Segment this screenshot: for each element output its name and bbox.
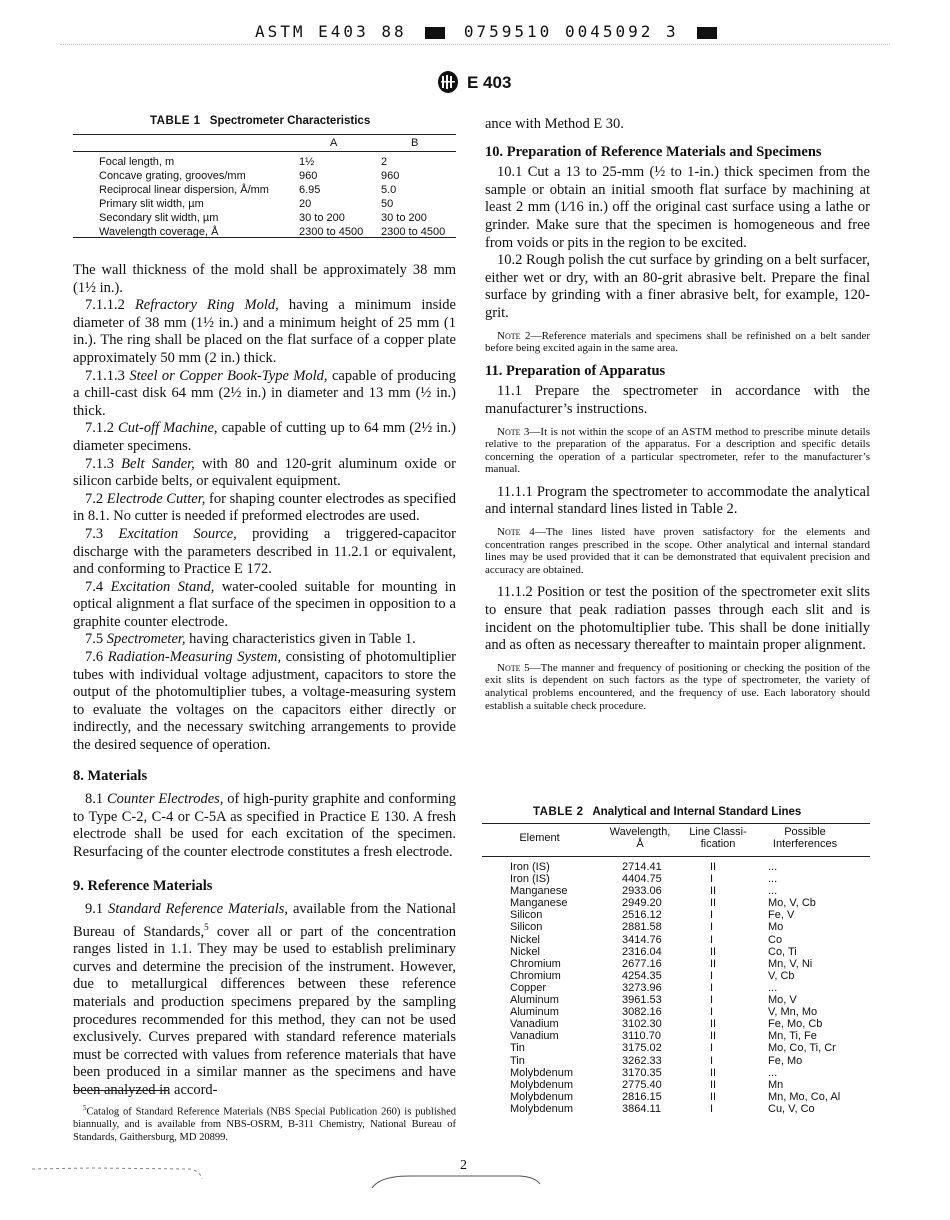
paragraph-10-1: 10.1 Cut a 13 to 25-mm (½ to 1-in.) thick specimen from the sample or obtain an initial smooth flat surface by machining at least 2 mm (1⁄16 in.) off the original cast surface using a lathe or grinder. Make sure that the specimen is homogeneous and free from voids or pits in the region to be excited. <box>485 164 870 251</box>
table1-cell: 30 to 200 <box>299 212 345 224</box>
table2-cell: II <box>710 897 717 910</box>
note-5: Note 5—The manner and frequency of positioning or checking the position of the exit slits is dependent on such factors as the type of spectrometer, the variety of analytical problems encountered, and the frequency of use. Each laboratory should establish a suitable check procedure. <box>485 661 870 712</box>
table1-caption: Spectrometer Characteristics <box>209 115 371 127</box>
table2-row <box>510 934 840 946</box>
table1-label: TABLE 1 <box>150 115 201 127</box>
scan-artifact-mark <box>370 1172 550 1192</box>
table2-cell: Iron (IS) <box>510 861 550 873</box>
table1-cell: Secondary slit width, µm <box>99 212 219 224</box>
table2-row <box>510 1091 840 1103</box>
table2-cell: Chromium <box>510 969 561 982</box>
table2-cell: Nickel <box>510 933 540 946</box>
note-2: Note 2—Reference materials and specimens shall be refinished on a belt sander before being excited again in the same area. <box>485 329 870 355</box>
table2-cell: Fe, Mo <box>768 1054 803 1067</box>
table2-row <box>510 897 840 909</box>
table2-cell: Aluminum <box>510 994 559 1007</box>
table1-row <box>99 211 445 225</box>
table2-cell: Molybdenum <box>510 1078 573 1091</box>
table2-row <box>510 1030 840 1042</box>
table2-cell: Manganese <box>510 885 568 898</box>
paragraph-11-1-2: 11.1.2 Position or test the position of the spectrometer exit slits to ensure that peak radiation passes through each slit and is incident on the photomultiplier tube. This shall be done initially and as often as necessary thereafter to maintain proper alignment. <box>485 584 870 654</box>
right-column <box>485 116 870 720</box>
table2-cell: I <box>710 909 714 922</box>
table1-row <box>99 155 445 169</box>
table1-cell: 50 <box>381 198 394 210</box>
table2-cell: Molybdenum <box>510 1102 573 1115</box>
paragraph-continuation: ance with Method E 30. <box>485 116 624 132</box>
table2-cell: 2714.41 <box>622 861 662 873</box>
table2-cell: Mn, Ti, Fe <box>768 1030 817 1043</box>
table2-row <box>510 1055 840 1067</box>
table2-row <box>510 1067 840 1079</box>
table2-cell: 3170.35 <box>622 1066 662 1079</box>
page-number: 2 <box>460 1158 467 1173</box>
table1-top-rule <box>73 134 456 135</box>
scan-block-mark <box>697 27 717 39</box>
table2-cell: II <box>710 1078 717 1091</box>
table2-cell: Aluminum <box>510 1006 559 1019</box>
table1-header-a: A <box>330 137 338 149</box>
paragraph-7-3: 7.3 Excitation Source, providing a triggered-capacitor discharge with the parameters described in 11.2.1 or equivalent, and conforming to Practice E 172. <box>73 525 456 578</box>
table1-cell: 960 <box>381 170 400 182</box>
table2-cell: Mo, Co, Ti, Cr <box>768 1042 836 1055</box>
footnote-ref: 5 <box>204 921 209 932</box>
table2-cell: ... <box>768 873 778 886</box>
table1-cell: Primary slit width, µm <box>99 198 204 210</box>
table2-header-interferences: Possible Interferences <box>772 826 838 850</box>
table1-cell: 960 <box>299 170 318 182</box>
table2-cell: Mn, Mo, Co, Al <box>768 1090 841 1103</box>
table2-cell: Mo, V <box>768 994 797 1007</box>
table2-row <box>510 885 840 897</box>
table1-cell: Focal length, m <box>99 156 175 168</box>
table1-title <box>150 115 370 127</box>
paragraph-7-1-1-2: 7.1.1.2 Refractory Ring Mold, having a minimum inside diameter of 38 mm (1½ in.) and a minimum height of 25 mm (1 in.). The ring shall be placed on the flat surface of a copper plate approximately 50 mm (2 in.) thick. <box>73 297 456 366</box>
table2-cell: Co <box>768 933 783 946</box>
table2-cell: II <box>710 957 717 970</box>
table2-cell: Mn, V, Ni <box>768 957 813 970</box>
table2-cell: I <box>710 1054 714 1067</box>
table2-cell: 3262.33 <box>622 1054 662 1067</box>
table2-cell: 4404.75 <box>622 873 662 886</box>
table2-row <box>510 982 840 994</box>
table2-row <box>510 873 840 885</box>
footnote-5: $^5$Catalog of Standard Reference Materials (NBS Special Publication 260) is published biannually, and is available from NBS-OSRM, B-311 Chemistry, National Bureau of Standards, Gaithersburg, MD 20899. <box>73 1104 456 1143</box>
table2-row <box>510 1018 840 1030</box>
table2-top-rule <box>482 823 870 824</box>
table1-row <box>99 197 445 211</box>
table2-cell: ... <box>768 885 778 898</box>
table2-cell: II <box>710 885 717 898</box>
table2-cell: 3961.53 <box>622 994 662 1007</box>
section-heading-preparation-specimens: 10. Preparation of Reference Materials and Specimens <box>485 143 822 160</box>
table2-cell: Fe, Mo, Cb <box>768 1018 823 1031</box>
standard-designation: E 403 <box>467 73 512 92</box>
paragraph-7-1-1-3: 7.1.1.3 Steel or Copper Book-Type Mold, capable of producing a chill-cast disk 64 mm (2½ in.) in diameter and 13 mm (½ in.) thick. <box>73 367 456 419</box>
paragraph-7-4: 7.4 Excitation Stand, water-cooled suitable for mounting in optical alignment a flat surface of the specimen in opposition to a graphite counter electrode. <box>73 578 457 630</box>
left-column <box>73 262 456 1100</box>
scan-code-text: 0759510 0045092 3 <box>463 22 679 41</box>
table2-row <box>510 946 840 958</box>
paragraph-mold-wall: The wall thickness of the mold shall be approximately 38 mm (1½ in.). <box>73 262 456 296</box>
table2-cell: 2949.20 <box>622 897 662 910</box>
table2-cell: Cu, V, Co <box>768 1102 815 1115</box>
table2-cell: Chromium <box>510 957 561 970</box>
paragraph-7-2: 7.2 Electrode Cutter, for shaping counter electrodes as specified in 8.1. No cutter is needed if preformed electrodes are used. <box>73 490 457 525</box>
table2-cell: I <box>710 1102 714 1115</box>
table2-cell: 3864.11 <box>622 1102 661 1115</box>
table2-cell: ... <box>768 861 778 873</box>
paragraph-7-6: 7.6 Radiation-Measuring System, consisting of photomultiplier tubes with individual voltage adjustment, capacitors to store the output of the photomultiplier tubes, a voltage-measuring system to evaluate the voltages on the capacitors either directly or indirectly, and the necessary switching arrangements to provide the desired sequence of operation. <box>73 649 456 754</box>
table1-body <box>99 155 445 239</box>
table1-cell: 5.0 <box>381 184 397 196</box>
table2-cell: 3273.96 <box>622 981 662 994</box>
table2-cell: II <box>710 1066 717 1079</box>
table2-cell: I <box>710 969 714 982</box>
section-heading-preparation-apparatus: 11. Preparation of Apparatus <box>485 362 666 379</box>
table2-cell: 2881.58 <box>622 921 662 934</box>
table2-cell: Molybdenum <box>510 1066 573 1079</box>
table2-cell: Mo <box>768 921 784 934</box>
table2-cell: Silicon <box>510 909 543 922</box>
table2-cell: 2816.15 <box>622 1090 662 1103</box>
table2-row <box>510 1079 840 1091</box>
table2-header-element: Element <box>519 832 560 844</box>
table2-cell: I <box>710 981 714 994</box>
table2-cell: I <box>710 994 714 1007</box>
table2-cell: Tin <box>510 1054 525 1067</box>
table1-row <box>99 183 445 197</box>
table2-cell: I <box>710 933 714 946</box>
table2-row <box>510 970 840 982</box>
table2-header <box>482 826 870 850</box>
astm-logo-icon <box>437 70 459 94</box>
note-4: Note 4—The lines listed have proven satisfactory for the elements and concentration ranges prescribed in the scope. Other analytical and internal standard lines may be used provided that it can be demonstrated that equivalent precision and accuracy are obtained. <box>485 526 871 576</box>
section-heading-materials: 8. Materials <box>73 767 148 784</box>
table2-cell: Mo, V, Cb <box>768 897 816 910</box>
table2-header-classification: Line Classi- fication <box>689 826 747 850</box>
table1-cell: 20 <box>299 198 312 210</box>
table1-cell: 30 to 200 <box>381 212 427 224</box>
table2-cell: II <box>710 1018 717 1031</box>
table2-cell: Molybdenum <box>510 1090 573 1103</box>
table2-cell: Nickel <box>510 945 540 958</box>
table2-cell: II <box>710 1090 717 1103</box>
footnote-rule <box>73 1090 168 1091</box>
table2-cell: ... <box>768 1066 778 1079</box>
table2-row <box>510 994 840 1006</box>
table2-cell: 3110.70 <box>622 1030 661 1043</box>
paragraph-7-1-2: 7.1.2 Cut-off Machine, capable of cutting up to 64 mm (2½ in.) diameter specimens. <box>73 420 457 454</box>
table1-cell: Concave grating, grooves/mm <box>99 170 246 182</box>
table2-cell: 3102.30 <box>622 1018 662 1031</box>
table1-cell: 6.95 <box>299 184 321 196</box>
table2-row <box>510 958 840 970</box>
table2-cell: II <box>710 861 717 873</box>
table2-cell: Fe, V <box>768 909 795 922</box>
table2-cell: Copper <box>510 981 547 994</box>
table1-cell: 2300 to 4500 <box>381 226 446 238</box>
section-heading-reference-materials: 9. Reference Materials <box>73 877 213 894</box>
table2-row <box>510 1006 840 1018</box>
table2-cell: Manganese <box>510 897 568 910</box>
scan-header <box>255 22 723 41</box>
table1-header-b: B <box>411 137 419 149</box>
paragraph-10-2: 10.2 Rough polish the cut surface by grinding on a belt surfacer, either wet or dry, with an 80-grit abrasive belt. Prepare the final surface by grinding with a finer abrasive belt, for example, 120-grit. <box>485 252 870 321</box>
table2-cell: I <box>710 921 714 934</box>
paragraph-8-1: 8.1 Counter Electrodes, of high-purity graphite and conforming to Type C-2, C-4 or C-5A as specified in Practice E 130. A fresh electrode shall be used for each excitation of the specimen. Resurfacing of the counter electrode constitutes a fresh electrode. <box>73 791 457 860</box>
paragraph-9-1: 9.1 Standard Reference Materials, available from the National Bureau of Standards,$^5$ cover all or part of the concentration ranges listed in 1.1. They may be used to establish preliminary curves and determine the precision of the instrument. However, due to metallurgical differences between these reference materials and production specimens prepared by the sampling procedures recommended for this method, they can not be used exclusively. Curves prepared with standard reference materials must be corrected with values from reference materials that have been produced in a similar manner as the specimens and have been analyzed in accord- <box>73 901 457 1098</box>
paragraph-7-1-3: 7.1.3 Belt Sander, with 80 and 120-grit aluminum oxide or silicon carbide belts, or equivalent equipment. <box>73 455 457 490</box>
table2-cell: 2316.04 <box>622 945 662 958</box>
table2-row <box>510 909 840 921</box>
table1-cell: 2300 to 4500 <box>299 226 364 238</box>
table2-cell: Iron (IS) <box>510 873 550 886</box>
table2-cell: 3414.76 <box>622 933 662 946</box>
table2-cell: V, Cb <box>768 969 795 982</box>
scan-line-text: ASTM E403 88 <box>255 22 407 41</box>
table1-cell: 1½ <box>299 156 315 168</box>
table2-caption: Analytical and Internal Standard Lines <box>592 806 802 818</box>
table2-row <box>510 861 840 873</box>
table2-cell: Vanadium <box>510 1030 559 1043</box>
table2-cell: II <box>710 945 717 958</box>
note-3: Note 3—It is not within the scope of an ASTM method to prescribe minute details relative to the preparation of the apparatus. For a description and specific details concerning the operation of a particular spectrometer, refer to the manufacturer’s manual. <box>485 425 870 476</box>
table2-cell: 2933.06 <box>622 885 662 898</box>
table2-cell: 2677.16 <box>622 957 662 970</box>
table2-row <box>510 1103 840 1115</box>
table2-cell: ... <box>768 981 778 994</box>
header-divider <box>60 44 890 45</box>
scan-artifact-mark <box>30 1165 210 1185</box>
table2-cell: V, Mn, Mo <box>768 1006 818 1019</box>
table1-bottom-rule <box>73 237 456 238</box>
table2-cell: Vanadium <box>510 1018 559 1031</box>
table2-cell: II <box>710 1030 717 1043</box>
table2-label: TABLE 2 <box>533 806 584 818</box>
table2-row <box>510 1042 840 1054</box>
table2-cell: I <box>710 1042 714 1055</box>
table2-body <box>510 861 840 1115</box>
table1-row <box>99 169 445 183</box>
table2-cell: 2775.40 <box>622 1078 662 1091</box>
table2-row <box>510 921 840 933</box>
table2-cell: Mn <box>768 1078 784 1091</box>
table1-cell: Reciprocal linear dispersion, Å/mm <box>99 184 269 196</box>
paragraph-11-1-1: 11.1.1 Program the spectrometer to accommodate the analytical and internal standard lines listed in Table 2. <box>485 483 870 518</box>
table2-header-rule <box>482 856 870 857</box>
table2-title <box>533 806 801 818</box>
table2-cell: 2516.12 <box>622 909 662 922</box>
table2-cell: I <box>710 1006 714 1019</box>
table2-cell: 3175.02 <box>622 1042 662 1055</box>
table1-header-rule <box>73 151 456 152</box>
paragraph-11-1: 11.1 Prepare the spectrometer in accordance with the manufacturer’s instructions. <box>485 383 870 417</box>
scan-block-mark <box>425 27 445 39</box>
table1-cell: 2 <box>381 156 388 168</box>
table2-cell: 4254.35 <box>622 969 662 982</box>
table2-cell: Silicon <box>510 921 543 934</box>
paragraph-7-5: 7.5 Spectrometer, having characteristics given in Table 1. <box>85 631 416 648</box>
table2-cell: I <box>710 873 714 886</box>
table1-cell: Wavelength coverage, Å <box>99 226 219 238</box>
table2-header-wavelength: Wavelength, Å <box>609 826 671 850</box>
table2-cell: Tin <box>510 1042 525 1055</box>
table2-cell: 3082.16 <box>622 1006 662 1019</box>
table2-cell: Co, Ti <box>768 945 797 958</box>
